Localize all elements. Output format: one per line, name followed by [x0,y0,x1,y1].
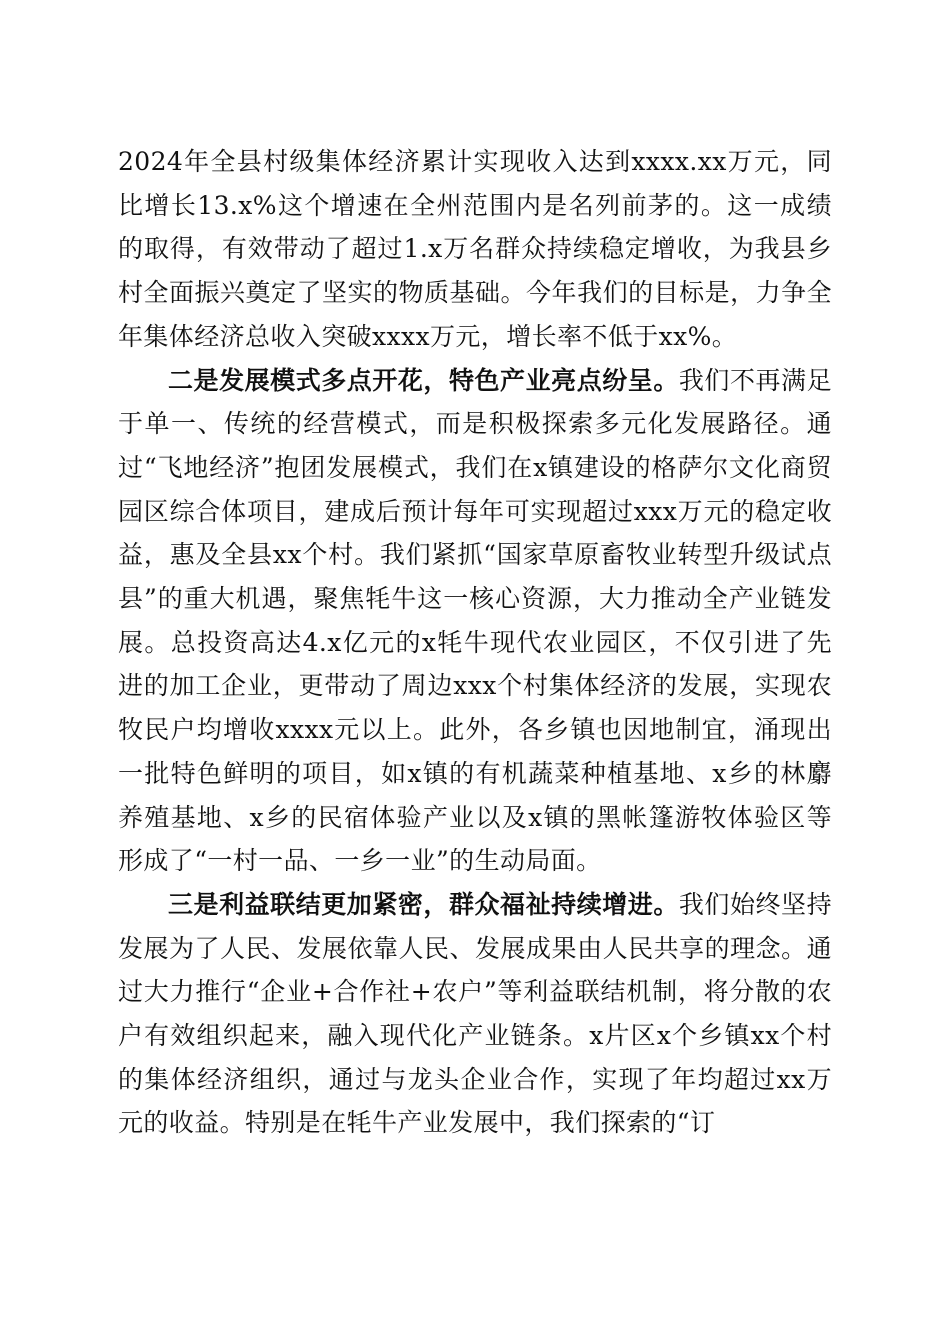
paragraph-interest-linkage [118,883,832,1145]
document-page [118,140,832,1145]
paragraph-revenue-summary [118,140,832,359]
paragraph-lead: 二是发展模式多点开花，特色产业亮点纷呈。 [168,365,679,395]
paragraph-lead: 三是利益联结更加紧密，群众福祉持续增进。 [168,889,679,919]
paragraph-development-models [118,359,832,883]
paragraph-text: 我们不再满足于单一、传统的经营模式，而是积极探索多元化发展路径。通过“飞地经济”抱团发展模式，我们在x镇建设的格萨尔文化商贸园区综合体项目，建成后预计每年可实现超过xxx万元的稳定收益，惠及全县xx个村。我们紧抓“国家草原畜牧业转型升级试点县”的重大机遇，聚焦牦牛这一核心资源，大力推动全产业链发展。总投资高达4.x亿元的x牦牛现代农业园区，不仅引进了先进的加工企业，更带动了周边xxx个村集体经济的发展，实现农牧民户均增收xxxx元以上。此外，各乡镇也因地制宜，涌现出一批特色鲜明的项目，如x镇的有机蔬菜种植基地、x乡的林麝养殖基地、x乡的民宿体验产业以及x镇的黑帐篷游牧体验区等形成了“一村一品、一乡一业”的生动局面。 [118,365,832,876]
paragraph-text: 我们始终坚持发展为了人民、发展依靠人民、发展成果由人民共享的理念。通过大力推行“企业+合作社+农户”等利益联结机制，将分散的农户有效组织起来，融入现代化产业链条。x片区x个乡镇xx个村的集体经济组织，通过与龙头企业合作，实现了年均超过xx万元的收益。特别是在牦牛产业发展中，我们探索的“订 [118,889,832,1138]
paragraph-text: 2024年全县村级集体经济累计实现收入达到xxxx.xx万元，同比增长13.x%这个增速在全州范围内是名列前茅的。这一成绩的取得，有效带动了超过1.x万名群众持续稳定增收，为我县乡村全面振兴奠定了坚实的物质基础。今年我们的目标是，力争全年集体经济总收入突破xxxx万元，增长率不低于xx%。 [118,147,832,351]
